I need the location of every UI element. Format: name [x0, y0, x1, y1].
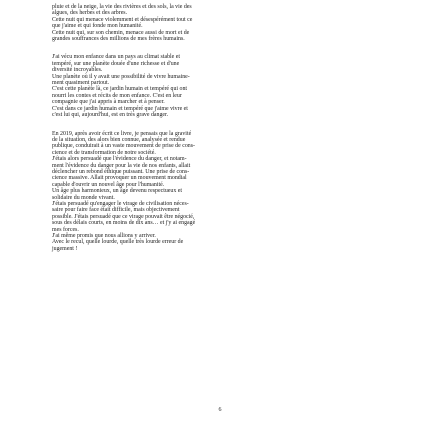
text-line: En 2019, après avoir écrit ce livre, je pensais que la gravité: [52, 130, 192, 137]
text-line: saire pour faire face était difficile, mais objectivement: [52, 207, 180, 214]
text-line: tempéré, sur une planète douée d'une richesse et d'une: [52, 60, 180, 67]
text-line: Cette nuit qui menace violemment et désespérément tout ce: [52, 16, 193, 23]
text-line: J'ai vécu mon enfance dans un pays au climat stable et: [52, 54, 180, 61]
text-line: capable d'ouvrir un nouvel âge pour l'humanité.: [52, 181, 165, 188]
text-column: [52, 4, 354, 252]
text-line: Avec le recul, quelle lourde, quelle très lourde erreur de: [52, 239, 184, 246]
text-line: Une planète où il y avait une possibilité de vivre humaine-: [52, 73, 190, 80]
paragraph-gap: [52, 42, 354, 54]
text-line: Cette nuit qui, sur son chemin, menace aussi de mort et de: [52, 29, 190, 36]
text-line: nourri les contes et récits de mon enfance. C'est en leur: [52, 92, 182, 99]
text-line: J'ai même promis que nous allions y arriver.: [52, 233, 156, 239]
text-line: pluie et de la neige, la vie des rivières et des sols, la vie des: [52, 4, 192, 10]
text-line: ment quasiment partout.: [52, 80, 110, 87]
text-line: cience massive. Allait provoquer un mouvement mondial: [52, 175, 187, 182]
text-line: c'est lui qui, aujourd'hui, est en très grave danger.: [52, 112, 169, 119]
text-line: ment l'évidence du danger pour la vie de nos enfants, allait: [52, 162, 191, 169]
text-line: sous des délais courts, en moins de dix ans… et j'y ai engagé: [52, 220, 196, 227]
text-line: de la situation, des alors bien connue, analysée et rendue: [52, 136, 186, 143]
text-line: diversité incroyables.: [52, 67, 103, 74]
text-line: C'est dans ce jardin humain et tempéré que j'aime vivre et: [52, 105, 188, 112]
text-line: J'étais alors persuadé que l'évidence du danger, et notam-: [52, 156, 187, 163]
text-line: possible. J'étais persuadé que ce virage pouvait être négocié,: [52, 213, 195, 220]
text-line: Un âge plus harmonieux, un âge devenu respectueux et: [52, 188, 183, 195]
text-line: cience et de transformation de notre société.: [52, 149, 156, 156]
text-line: mes forces.: [52, 226, 79, 233]
text-line: que j'aime et qui fonde mon humanité.: [52, 23, 143, 30]
text-line: publique, conduirait à un vaste mouvement de prise de cons-: [52, 143, 195, 150]
text-line: J'étais persuadé qu'engager le virage de civilisation néces-: [52, 200, 189, 207]
text-line: C'est cette planète là, ce jardin humain et tempéré qui ont: [52, 86, 188, 93]
page-number: 6: [218, 407, 222, 413]
text-line: grandes souffrances des millions de mes frères humains.: [52, 36, 185, 43]
paragraph-gap: [52, 119, 354, 131]
text-line: compagnie que j'ai appris à marcher et à penser.: [52, 99, 165, 106]
text-line: solidaire du monde vivant.: [52, 194, 115, 201]
text-line: déclencher un rebond éthique puissant. Une prise de cons-: [52, 168, 190, 175]
text-line: jugement !: [52, 245, 78, 252]
text-line: algues, des herbes et des arbres.: [52, 10, 128, 17]
